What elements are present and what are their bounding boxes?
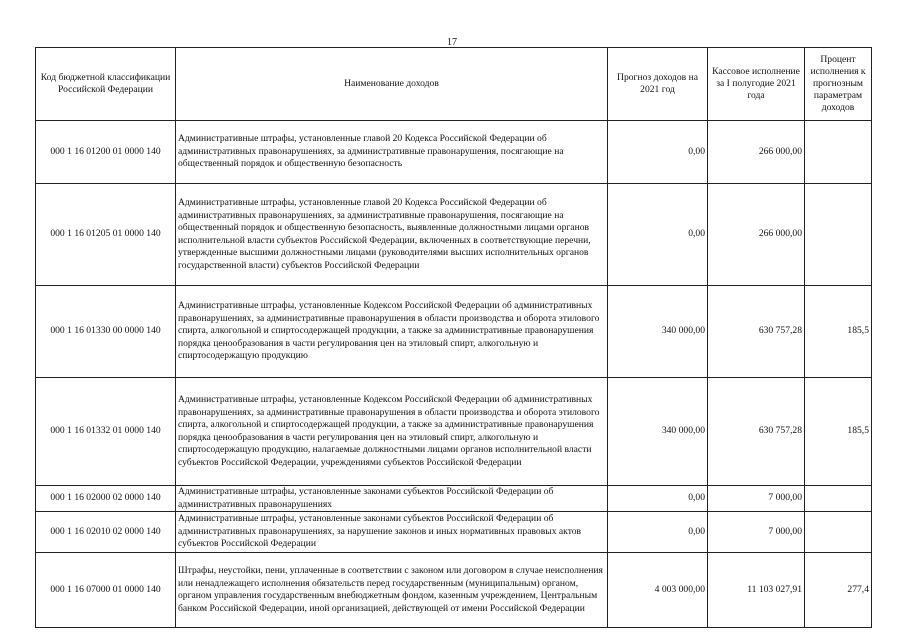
row-forecast: 0,00 bbox=[608, 121, 708, 184]
row-code: 000 1 16 01332 01 0000 140 bbox=[36, 378, 176, 486]
header-percent: Процент исполнения к прогнозным параметрам доходов bbox=[805, 48, 872, 121]
table-row bbox=[36, 553, 872, 628]
row-percent: 277,4 bbox=[805, 553, 872, 628]
table-row bbox=[36, 121, 872, 184]
row-name: Административные штрафы, установленные законами субъектов Российской Федерации об административных правонарушениях, за нарушение законов и иных нормативных правовых актов субъектов Российской Федерации bbox=[176, 512, 608, 553]
row-percent: 185,5 bbox=[805, 286, 872, 378]
row-forecast: 340 000,00 bbox=[608, 286, 708, 378]
row-code: 000 1 16 02000 02 0000 140 bbox=[36, 486, 176, 512]
row-forecast: 4 003 000,00 bbox=[608, 553, 708, 628]
header-forecast: Прогноз доходов на 2021 год bbox=[608, 48, 708, 121]
header-cash-execution: Кассовое исполнение за I полугодие 2021 года bbox=[708, 48, 805, 121]
table-row bbox=[36, 486, 872, 512]
row-name: Административные штрафы, установленные Кодексом Российской Федерации об административных правонарушениях, за административные правонарушения в области производства и оборота этилового спирта, алкогольной и спиртосодержащей продукции, а также за административные правонарушения порядка ценообразования в части регулирования цен на этиловый спирт, алкогольную и спиртосодержащую продукцию, налагаемые должностными лицами органов исполнительной власти субъектов Российской Федерации, учреждениями субъектов Российской Федерации bbox=[176, 378, 608, 486]
table-header-row bbox=[36, 48, 872, 121]
row-name: Штрафы, неустойки, пени, уплаченные в соответствии с законом или договором в случае неисполнения или ненадлежащего исполнения обязательств перед государственным (муниципальным) органом, органом управления государственным внебюджетным фондом, казенным учреждением, Центральным банком Российской Федерации, иной организацией, действующей от имени Российской Федерации bbox=[176, 553, 608, 628]
row-percent: 185,5 bbox=[805, 378, 872, 486]
row-percent bbox=[805, 121, 872, 184]
row-forecast: 0,00 bbox=[608, 512, 708, 553]
row-name: Административные штрафы, установленные законами субъектов Российской Федерации об административных правонарушениях bbox=[176, 486, 608, 512]
table-row bbox=[36, 286, 872, 378]
row-cash: 266 000,00 bbox=[708, 184, 805, 286]
row-code: 000 1 16 01205 01 0000 140 bbox=[36, 184, 176, 286]
row-cash: 11 103 027,91 bbox=[708, 553, 805, 628]
row-forecast: 0,00 bbox=[608, 486, 708, 512]
row-cash: 7 000,00 bbox=[708, 486, 805, 512]
row-name: Административные штрафы, установленные главой 20 Кодекса Российской Федерации об административных правонарушениях, за административные правонарушения, посягающие на общественный порядок и общественную безопасность, выявленные должностными лицами органов исполнительной власти субъектов Российской Федерации, включенных в соответствующие перечни, утвержденные высшими должностными лицами (руководителями высших исполнительных органов государственной власти) субъектов Российской Федерации bbox=[176, 184, 608, 286]
row-name: Административные штрафы, установленные Кодексом Российской Федерации об административных правонарушениях, за административные правонарушения в области производства и оборота этилового спирта, алкогольной и спиртосодержащей продукции, а также за административные правонарушения порядка ценообразования в части регулирования цен на этиловый спирт, алкогольную и спиртосодержащую продукцию bbox=[176, 286, 608, 378]
table-row bbox=[36, 512, 872, 553]
revenue-table bbox=[35, 47, 872, 628]
row-cash: 266 000,00 bbox=[708, 121, 805, 184]
row-code: 000 1 16 02010 02 0000 140 bbox=[36, 512, 176, 553]
row-cash: 7 000,00 bbox=[708, 512, 805, 553]
row-percent bbox=[805, 512, 872, 553]
table-row bbox=[36, 184, 872, 286]
row-percent bbox=[805, 486, 872, 512]
header-name: Наименование доходов bbox=[176, 48, 608, 121]
header-code: Код бюджетной классификации Российской Федерации bbox=[36, 48, 176, 121]
row-cash: 630 757,28 bbox=[708, 378, 805, 486]
row-name: Административные штрафы, установленные главой 20 Кодекса Российской Федерации об административных правонарушениях, за административные правонарушения, посягающие на общественный порядок и общественную безопасность bbox=[176, 121, 608, 184]
row-code: 000 1 16 01330 00 0000 140 bbox=[36, 286, 176, 378]
row-forecast: 0,00 bbox=[608, 184, 708, 286]
table-row bbox=[36, 378, 872, 486]
row-code: 000 1 16 01200 01 0000 140 bbox=[36, 121, 176, 184]
page-number: 17 bbox=[447, 37, 457, 48]
row-code: 000 1 16 07000 01 0000 140 bbox=[36, 553, 176, 628]
row-cash: 630 757,28 bbox=[708, 286, 805, 378]
row-percent bbox=[805, 184, 872, 286]
row-forecast: 340 000,00 bbox=[608, 378, 708, 486]
